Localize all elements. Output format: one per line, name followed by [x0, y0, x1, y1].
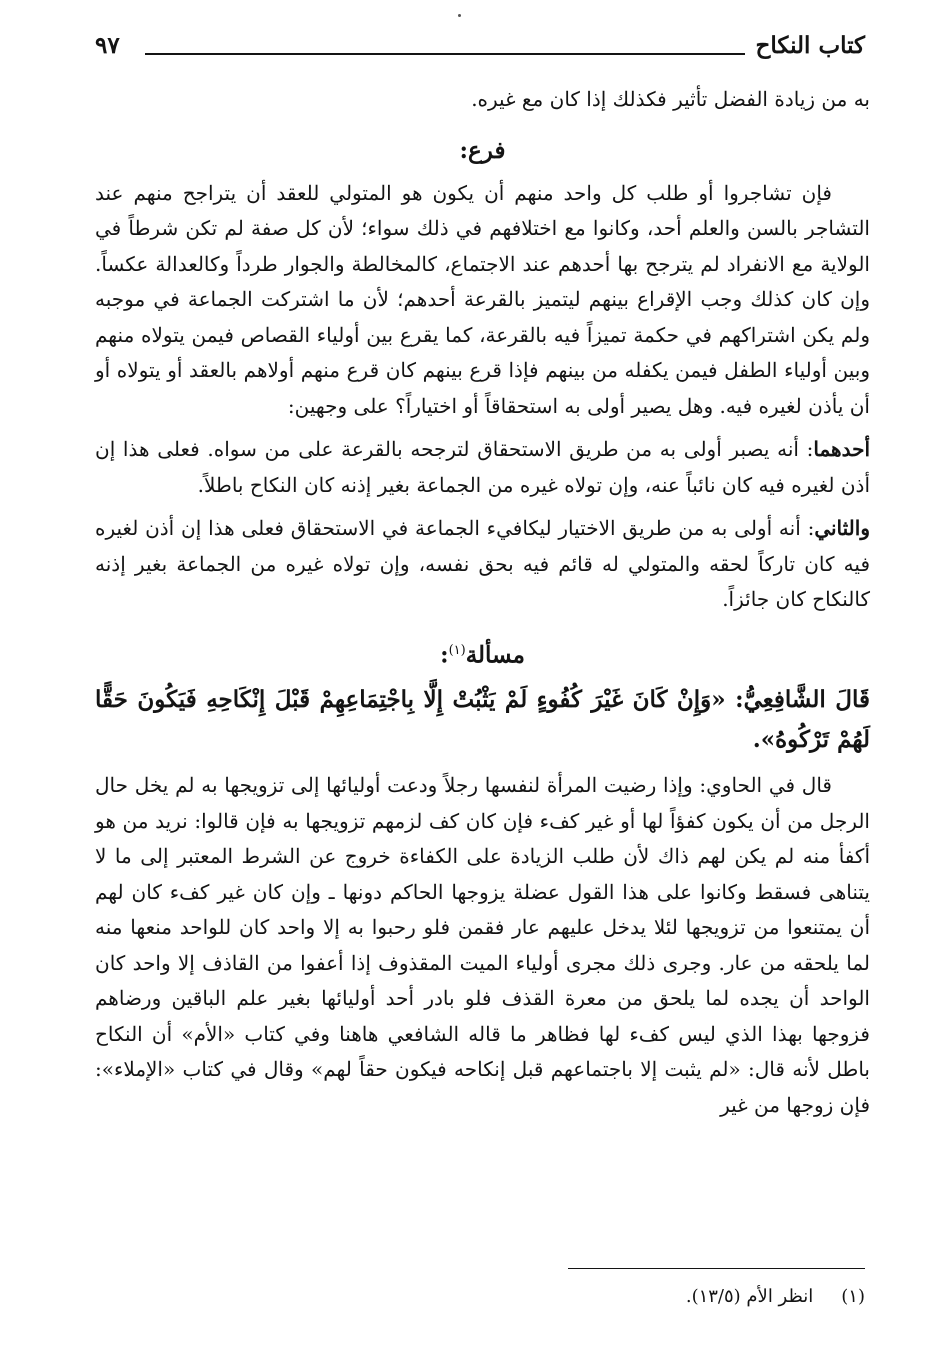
second-view-label: والثاني: [814, 516, 870, 540]
header-rule: [145, 53, 745, 55]
page-number: ٩٧: [95, 32, 120, 59]
second-view-text: : أنه أولى به من طريق الاختيار ليكافيء الجماعة في الاستحقاق فعلى هذا إن أذن لغيره فيه كان تاركاً لحقه والمتولي له قائم فيه بحق نفسه، وإن تولاه غيره من الجماعة بغير إذنه كالنكاح كان جائزاً.: [95, 516, 870, 611]
footnote-ref: (١): [448, 642, 466, 658]
first-view-text: : أنه يصبر أولى به من طريق الاستحقاق لترجحه بالقرعة على من سواه. فعلى هذا إن أذن لغيره فيه كان نائباً عنه، وإن تولاه غيره من الجماعة بغير إذنه كان النكاح باطلاً.: [95, 437, 870, 497]
continued-paragraph: به من زيادة الفضل تأثير فكذلك إذا كان مع غيره.: [471, 87, 870, 111]
paragraph-hawi: قال في الحاوي: وإذا رضيت المرأة لنفسها رجلاً ودعت أوليائها إلى تزويجها به لم يخل حال الرجل من أن يكون كفؤاً لها أو غير كفء فإن كان كف لزمهم تزويجها به فإن قالوا: نريد من هو أكفأ منه لم يكن لهم ذاك لأن طلب الزيادة على الكفاءة خروج عن الشرط المعتبر إلى ما لا يتناهى فسقط وكانوا على هذا القول عضلة يزوجها الحاكم دونها ـ وإن كان غير كفء كان لهم أن يمتنعوا من تزويجها لئلا يدخل عليهم عار فقمن فلو رحبوا به إلا واحد كان للواحد منعها منه لما يلحقه من عار. وجرى ذلك مجرى أولياء الميت المقذوف إذا أعفوا من القاذف إلا واحد كان الواحد أن يجده لما يلحق من معرة القذف فلو بادر أحد أوليائها بغير علم الباقين ورضاهم فزوجها بهذا الذي ليس كفء لها فظاهر ما قاله الشافعي هاهنا وفي كتاب «الأم» أن النكاح باطل لأنه قال: «لم يثبت إلا باجتماعهم قبل إنكاحه فيكون حقاً لهم» وقال في كتاب «الإملاء»: فإن زوجها من غير: [95, 773, 870, 1117]
footnote: [90, 1283, 865, 1311]
masala-title: مسألة: [465, 641, 525, 669]
section-heading-far: فرع:: [459, 136, 506, 164]
first-view-label: أحدهما: [813, 437, 870, 461]
footnote-number: (١): [841, 1286, 865, 1307]
shafii-quote: قَالَ الشَّافِعِيُّ: «وَإِنْ كَانَ غَيْرَ كُفُوءٍ لَمْ يَثْبُتْ إِلَّا بِاجْتِمَاعِهِمْ قَبْلَ إِنْكَاحِهِ فَيَكُونَ حَقًّا لَهُمْ تَرْكُوهُ».: [95, 686, 870, 754]
scan-speck: [458, 14, 461, 17]
paragraph-far: فإن تشاجروا أو طلب كل واحد منهم أن يكون هو المتولي للعقد أن يتراجح منهم عند التشاجر بالسن والعلم أحد، وكانوا مع اختلافهم في ذلك سواء؛ لأن كل صفة لم تكن شرطاً في الولاية مع الانفراد لم يترجح بها أحدهم عند الاجتماع، كالمخالطة والجوار طرداً وكالعدالة عكساً. وإن كان كذلك وجب الإقراع بينهم ليتميز بالقرعة أحدهم؛ لأن ما اشتركت الجماعة في موجبه ولم يكن اشتراكهم في حكمة تميزاً فيه بالقرعة، كما يقرع بين أولياء القصاص فيمن يتولاه منهم وبين أولياء الطفل فيمن يكفله من بينهم فإذا قرع بينهم كان قرع منهم أولاهم بالعقد أو يتولاه أو أن يأذن لغيره فيه. وهل يصير أولى به استحقاقاً أو اختياراً؟ على وجهين:: [95, 180, 870, 418]
running-title: كتاب النكاح: [755, 32, 865, 59]
paragraph-second-view: [95, 511, 870, 618]
footnote-text: انظر الأم (١٣/٥).: [685, 1286, 814, 1307]
page-header: [95, 32, 865, 72]
main-text: [95, 82, 870, 1123]
paragraph-first-view: [95, 432, 870, 503]
footnote-rule: [568, 1268, 865, 1269]
section-heading-masala: مسألة$^{(١)}$:: [440, 641, 525, 669]
